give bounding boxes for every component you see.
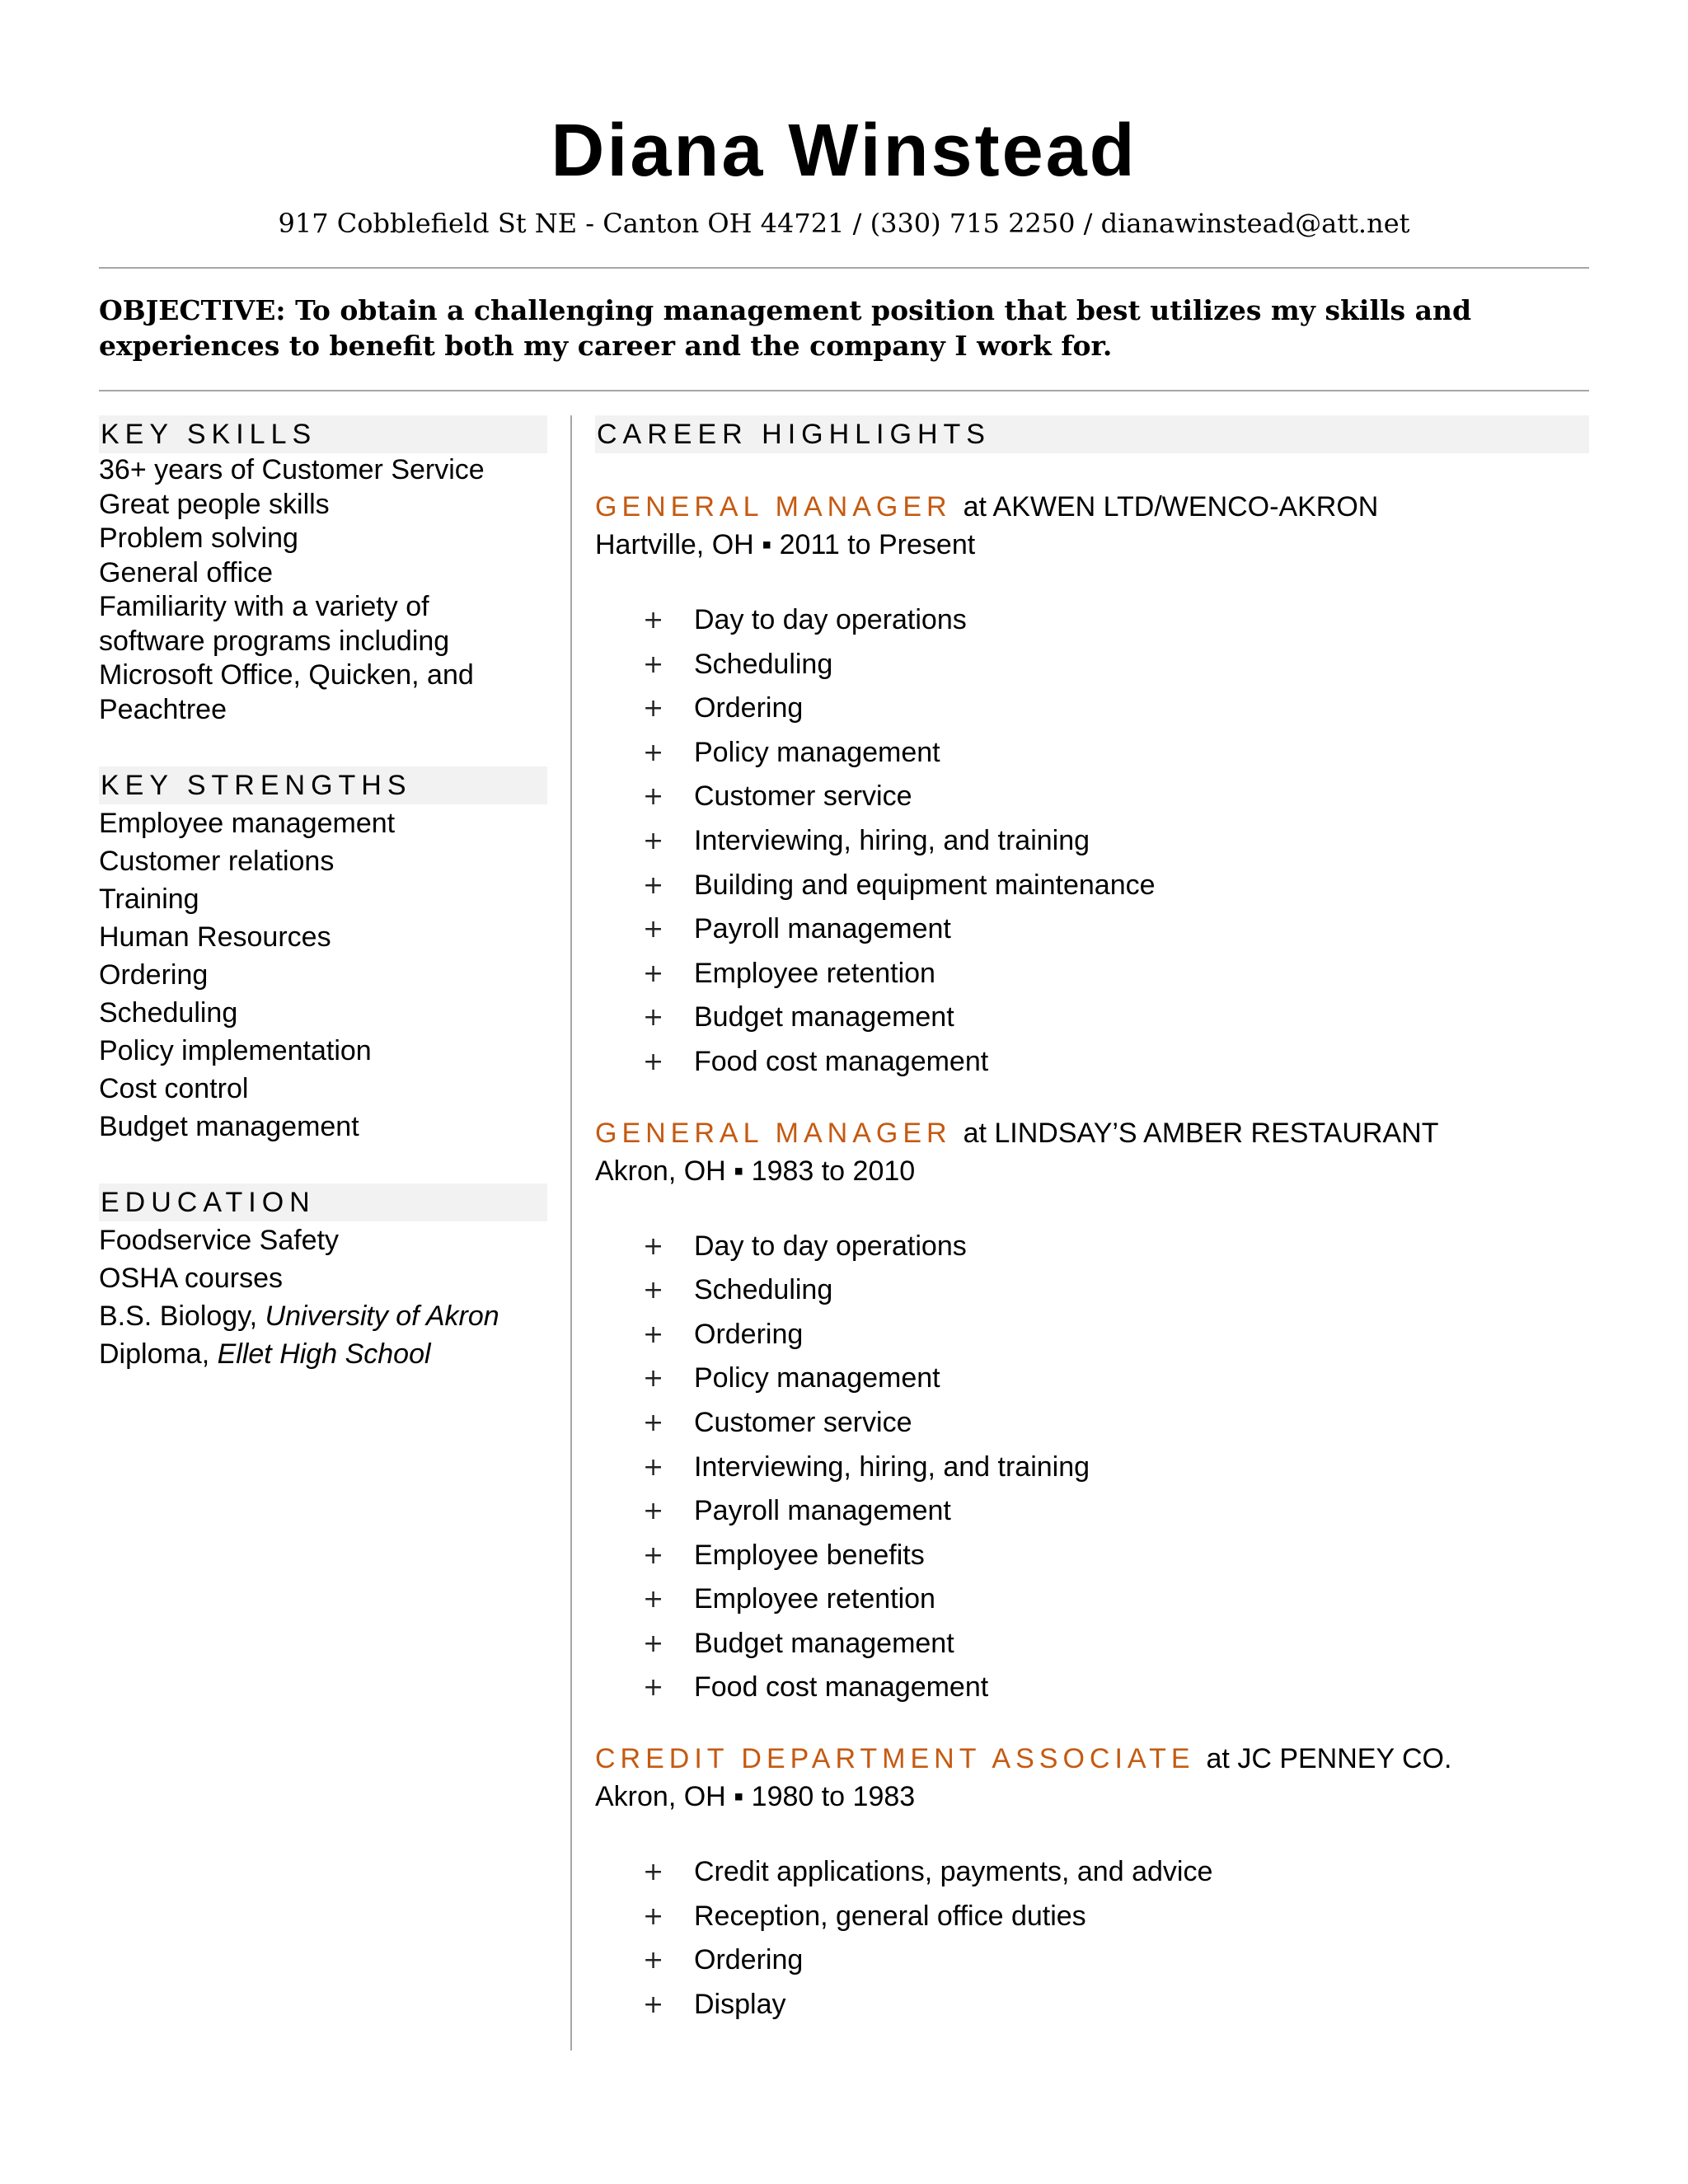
plus-icon: + [643, 958, 664, 988]
plus-icon: + [643, 1452, 664, 1482]
key-strengths-heading: KEY STRENGTHS [99, 766, 547, 804]
list-item [595, 643, 1589, 687]
contact-line: 917 Cobblefield St NE - Canton OH 44721 / (330) 715 2250 / dianawinstead@att.net [278, 208, 1410, 239]
plus-icon: + [643, 782, 664, 812]
duty-text: Scheduling [694, 1274, 833, 1306]
list-item [595, 907, 1589, 952]
plus-icon: + [643, 649, 664, 679]
plus-icon: + [643, 1276, 664, 1305]
list-item [595, 1268, 1589, 1313]
plus-icon: + [643, 1319, 664, 1349]
plus-icon: + [643, 1901, 664, 1931]
list-item [99, 1335, 547, 1373]
job-title: GENERAL MANAGER [595, 491, 952, 523]
objective-text: OBJECTIVE: To obtain a challenging management position that best utilizes my skills and experiences to benefit both my career and the company I work for. [99, 294, 1472, 362]
duty-text: Budget management [694, 1001, 954, 1033]
duty-text: Scheduling [694, 648, 833, 680]
column-divider [570, 415, 572, 2050]
list-item [595, 1895, 1589, 1939]
plus-icon: + [643, 1003, 664, 1033]
list-item [595, 1489, 1589, 1534]
list-item: Ordering [99, 959, 209, 991]
duty-text: Ordering [694, 1318, 804, 1350]
job-title: CREDIT DEPARTMENT ASSOCIATE [595, 1743, 1195, 1775]
duty-text: Day to day operations [694, 1230, 967, 1262]
list-item: Customer relations [99, 846, 335, 877]
plus-icon: + [643, 870, 664, 900]
duty-text: Policy management [694, 1362, 940, 1394]
job-duties-list [595, 1850, 1589, 2027]
education-text: OSHA courses [99, 1263, 283, 1294]
duty-text: Employee benefits [694, 1539, 925, 1571]
list-item [595, 1622, 1589, 1666]
job-entry [595, 488, 1589, 1085]
duty-text: Payroll management [694, 1495, 951, 1527]
plus-icon: + [643, 1673, 664, 1703]
list-item: Familiarity with a variety of software programs including Microsoft Office, Quicken, and Peachtree [99, 591, 474, 725]
job-header [595, 1114, 1589, 1152]
plus-icon: + [643, 1858, 664, 1887]
list-item [595, 1357, 1589, 1401]
duty-text: Display [694, 1988, 786, 2020]
duty-text: Food cost management [694, 1045, 989, 1077]
list-item [595, 1446, 1589, 1490]
list-item [595, 1225, 1589, 1269]
list-item [595, 1983, 1589, 2027]
duty-text: Ordering [694, 1944, 804, 1976]
list-item [595, 864, 1589, 908]
plus-icon: + [643, 1946, 664, 1975]
education-heading: EDUCATION [99, 1183, 547, 1221]
list-item [99, 1221, 547, 1259]
duty-text: Policy management [694, 736, 940, 768]
education-institution: University of Akron [265, 1301, 499, 1332]
plus-icon: + [643, 826, 664, 855]
job-location: Akron, OH ▪ 1983 to 2010 [595, 1155, 916, 1187]
plus-icon: + [643, 738, 664, 767]
duty-text: Employee retention [694, 1583, 935, 1615]
list-item: General office [99, 556, 274, 588]
duty-text: Payroll management [694, 913, 951, 945]
job-header [595, 1740, 1589, 1778]
plus-icon: + [643, 915, 664, 944]
objective-divider [99, 390, 1589, 391]
header-divider [99, 267, 1589, 269]
duty-text: Day to day operations [694, 604, 967, 635]
list-item [99, 1259, 547, 1297]
duty-text: Interviewing, hiring, and training [694, 824, 1090, 856]
education-text: Diploma, [99, 1338, 218, 1370]
job-header [595, 488, 1589, 526]
list-item [595, 1040, 1589, 1085]
key-skills-list [99, 453, 547, 727]
job-location: Hartville, OH ▪ 2011 to Present [595, 529, 976, 560]
list-item [595, 1313, 1589, 1357]
list-item [595, 952, 1589, 996]
job-duties-list [595, 1225, 1589, 1711]
job-title: GENERAL MANAGER [595, 1117, 952, 1149]
list-item [595, 687, 1589, 731]
list-item [595, 996, 1589, 1040]
list-item: 36+ years of Customer Service [99, 454, 485, 485]
list-item: Human Resources [99, 921, 331, 953]
plus-icon: + [643, 606, 664, 635]
career-highlights-heading: CAREER HIGHLIGHTS [595, 415, 1589, 453]
duty-text: Employee retention [694, 957, 935, 989]
list-item [595, 1850, 1589, 1895]
education-text: B.S. Biology, [99, 1301, 265, 1332]
right-column [595, 415, 1589, 2027]
plus-icon: + [643, 694, 664, 724]
education-text: Foodservice Safety [99, 1225, 340, 1256]
resume-name: Diana Winstead [551, 110, 1137, 192]
plus-icon: + [643, 1990, 664, 2019]
list-item [595, 775, 1589, 819]
list-item: Training [99, 883, 199, 915]
list-item [595, 1666, 1589, 1710]
job-location: Akron, OH ▪ 1980 to 1983 [595, 1781, 916, 1813]
plus-icon: + [643, 1629, 664, 1658]
list-item [595, 1938, 1589, 1983]
duty-text: Customer service [694, 780, 912, 813]
key-skills-heading: KEY SKILLS [99, 415, 547, 453]
duty-text: Budget management [694, 1627, 954, 1659]
education-list [99, 1221, 547, 1373]
left-column [99, 415, 547, 1373]
education-institution: Ellet High School [217, 1338, 431, 1370]
plus-icon: + [643, 1364, 664, 1394]
plus-icon: + [643, 1540, 664, 1570]
job-company: at AKWEN LTD/WENCO-AKRON [963, 491, 1379, 523]
list-item [595, 819, 1589, 864]
list-item [99, 1297, 547, 1335]
job-company: at JC PENNEY CO. [1206, 1743, 1452, 1775]
duty-text: Ordering [694, 692, 804, 724]
list-item [595, 1401, 1589, 1446]
plus-icon: + [643, 1497, 664, 1526]
list-item [595, 598, 1589, 643]
list-item: Scheduling [99, 997, 238, 1029]
duty-text: Building and equipment maintenance [694, 869, 1156, 901]
duty-text: Food cost management [694, 1671, 989, 1704]
job-entry [595, 1740, 1589, 2027]
list-item: Problem solving [99, 523, 298, 554]
plus-icon: + [643, 1231, 664, 1261]
duty-text: Interviewing, hiring, and training [694, 1451, 1090, 1483]
list-item [595, 1534, 1589, 1578]
plus-icon: + [643, 1408, 664, 1437]
plus-icon: + [643, 1047, 664, 1076]
list-item [595, 731, 1589, 776]
job-company: at LINDSAY’S AMBER RESTAURANT [963, 1117, 1439, 1149]
list-item: Policy implementation [99, 1035, 372, 1066]
list-item: Budget management [99, 1111, 359, 1142]
list-item: Cost control [99, 1073, 249, 1104]
job-duties-list [595, 598, 1589, 1085]
duty-text: Credit applications, payments, and advice [694, 1856, 1213, 1888]
duty-text: Reception, general office duties [694, 1900, 1086, 1932]
list-item: Great people skills [99, 488, 330, 520]
duty-text: Customer service [694, 1406, 912, 1438]
job-entry [595, 1114, 1589, 1711]
list-item: Employee management [99, 808, 396, 839]
list-item [595, 1577, 1589, 1622]
plus-icon: + [643, 1585, 664, 1615]
key-strengths-list [99, 804, 547, 1146]
